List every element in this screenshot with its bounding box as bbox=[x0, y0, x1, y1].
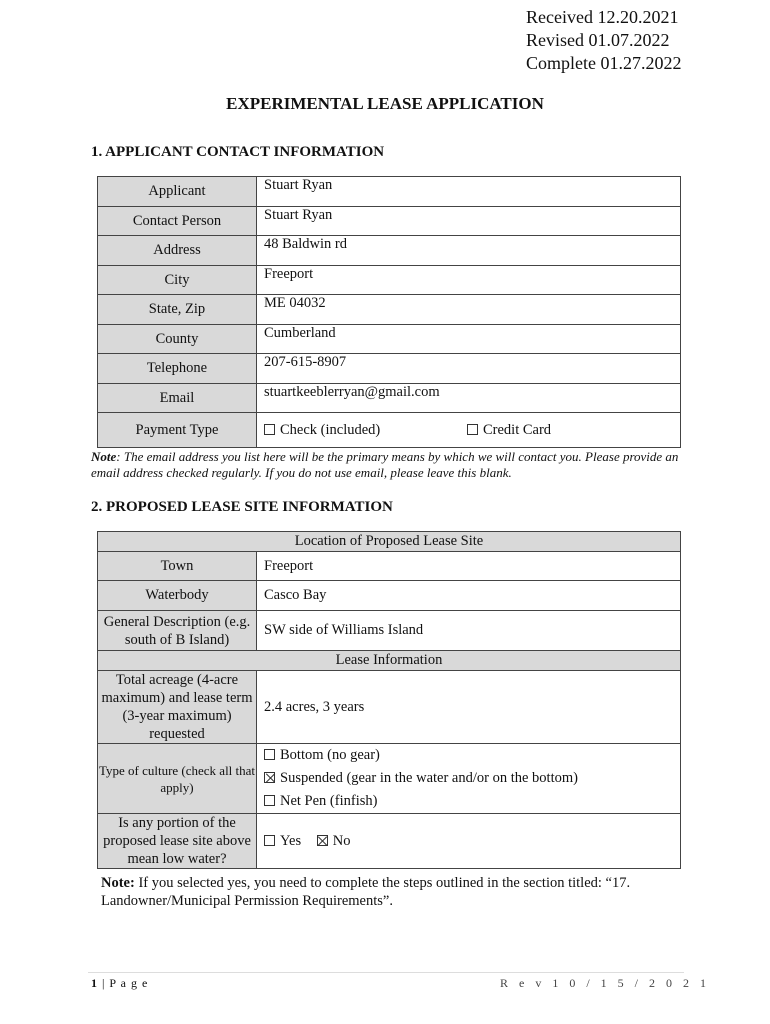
page-number: 1 bbox=[91, 976, 98, 990]
section2-heading: 2. PROPOSED LEASE SITE INFORMATION bbox=[91, 499, 393, 515]
county-value[interactable]: Cumberland bbox=[257, 325, 681, 354]
culture-option-suspended-label: Suspended (gear in the water and/or on the bottom) bbox=[280, 770, 578, 786]
town-label: Town bbox=[98, 552, 257, 581]
state-zip-label: State, Zip bbox=[98, 295, 257, 325]
checkbox-suspended[interactable] bbox=[264, 772, 275, 783]
waterbody-label: Waterbody bbox=[98, 581, 257, 611]
low-water-yes-label: Yes bbox=[280, 832, 302, 849]
culture-option-net-pen-label: Net Pen (finfish) bbox=[280, 793, 378, 809]
document-title: EXPERIMENTAL LEASE APPLICATION bbox=[226, 94, 544, 113]
payment-check-option[interactable] bbox=[264, 422, 467, 439]
checkbox-no[interactable] bbox=[317, 835, 328, 846]
culture-type-label: Type of culture (check all that apply) bbox=[98, 744, 257, 814]
acreage-label: Total acreage (4-acre maximum) and lease term (3-year maximum) requested bbox=[98, 671, 257, 744]
address-label: Address bbox=[98, 236, 257, 266]
low-water-yes-option[interactable] bbox=[264, 833, 301, 849]
revised-date: Revised 01.07.2022 bbox=[526, 30, 670, 50]
culture-option-bottom[interactable] bbox=[264, 744, 680, 767]
email-note-lead: Note bbox=[91, 449, 117, 464]
checkbox-bottom[interactable] bbox=[264, 749, 275, 760]
applicant-contact-table bbox=[97, 176, 681, 448]
description-label: General Description (e.g. south of B Island) bbox=[98, 611, 257, 651]
payment-type-options bbox=[257, 413, 681, 448]
payment-credit-option[interactable] bbox=[467, 422, 551, 438]
landowner-note bbox=[101, 874, 701, 910]
culture-option-suspended[interactable] bbox=[264, 767, 680, 790]
waterbody-value[interactable]: Casco Bay bbox=[257, 581, 681, 611]
checkbox-credit-card[interactable] bbox=[467, 424, 478, 435]
low-water-no-label: No bbox=[332, 832, 351, 849]
applicant-value[interactable]: Stuart Ryan bbox=[257, 177, 681, 207]
page-label: | P a g e bbox=[102, 976, 149, 990]
telephone-value[interactable]: 207-615-8907 bbox=[257, 354, 681, 384]
telephone-label: Telephone bbox=[98, 354, 257, 384]
low-water-label: Is any portion of the proposed lease site above mean low water? bbox=[98, 814, 257, 869]
low-water-options bbox=[257, 814, 681, 869]
culture-type-options bbox=[257, 744, 681, 814]
checkbox-check[interactable] bbox=[264, 424, 275, 435]
email-value[interactable]: stuartkeeblerryan@gmail.com bbox=[257, 384, 681, 413]
email-note-text: : The email address you list here will be the primary means by which we will contact you. Please provide an email address checked regularly. If you do not use email, please leave this blank. bbox=[91, 449, 679, 480]
contact-person-value[interactable]: Stuart Ryan bbox=[257, 207, 681, 236]
contact-person-label: Contact Person bbox=[98, 207, 257, 236]
email-note bbox=[91, 449, 691, 481]
landowner-note-lead: Note: bbox=[101, 875, 135, 891]
city-value[interactable]: Freeport bbox=[257, 266, 681, 295]
culture-option-net-pen[interactable] bbox=[264, 790, 680, 813]
state-zip-value[interactable]: ME 04032 bbox=[257, 295, 681, 325]
revision-footer: R e v 1 0 / 1 5 / 2 0 2 1 bbox=[500, 976, 710, 990]
complete-date: Complete 01.27.2022 bbox=[526, 53, 682, 73]
section1-heading: 1. APPLICANT CONTACT INFORMATION bbox=[91, 144, 385, 160]
checkbox-yes[interactable] bbox=[264, 835, 275, 846]
received-stamp bbox=[526, 6, 682, 75]
lease-info-header: Lease Information bbox=[98, 651, 681, 671]
lease-site-table bbox=[97, 531, 681, 869]
payment-credit-label: Credit Card bbox=[483, 421, 552, 438]
applicant-label: Applicant bbox=[98, 177, 257, 207]
email-label: Email bbox=[98, 384, 257, 413]
city-label: City bbox=[98, 266, 257, 295]
culture-option-bottom-label: Bottom (no gear) bbox=[280, 747, 380, 763]
county-label: County bbox=[98, 325, 257, 354]
received-date: Received 12.20.2021 bbox=[526, 7, 679, 27]
description-value[interactable]: SW side of Williams Island bbox=[257, 611, 681, 651]
checkbox-net-pen[interactable] bbox=[264, 795, 275, 806]
low-water-no-option[interactable] bbox=[317, 833, 351, 849]
location-header: Location of Proposed Lease Site bbox=[98, 532, 681, 552]
payment-type-label: Payment Type bbox=[98, 413, 257, 448]
page-footer-left bbox=[91, 976, 148, 991]
acreage-value[interactable]: 2.4 acres, 3 years bbox=[257, 671, 681, 744]
payment-check-label: Check (included) bbox=[280, 421, 381, 438]
address-value[interactable]: 48 Baldwin rd bbox=[257, 236, 681, 266]
landowner-note-text: If you selected yes, you need to complete the steps outlined in the section titled: “17. Landowner/Municipal Permission Requirements”. bbox=[101, 875, 631, 909]
town-value[interactable]: Freeport bbox=[257, 552, 681, 581]
footer-divider bbox=[88, 972, 684, 973]
